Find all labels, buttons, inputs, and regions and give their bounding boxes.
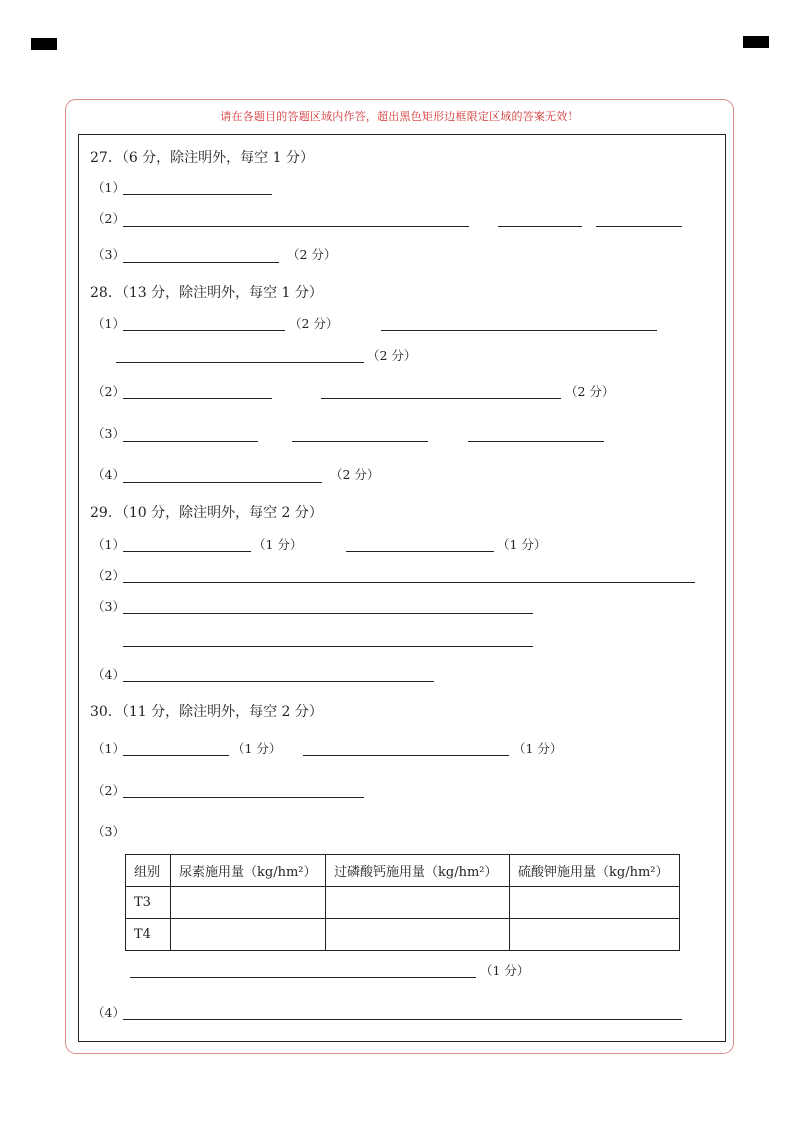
q30-blank-4[interactable]	[123, 1019, 682, 1020]
q27-label-3: （3）	[92, 247, 125, 262]
q28-blank-2b[interactable]	[321, 398, 561, 399]
q28-blank-1a[interactable]	[123, 330, 285, 331]
registration-mark-left	[31, 38, 57, 50]
q29-points-1b: （1 分）	[497, 537, 547, 552]
q30-points-1b: （1 分）	[513, 741, 563, 756]
table-row	[126, 887, 680, 919]
q28-blank-1b[interactable]	[381, 330, 657, 331]
q29-title: 29．（10 分，除注明外，每空 2 分）	[90, 505, 323, 521]
q28-blank-4[interactable]	[123, 482, 322, 483]
table-header-cell: 硫酸钾施用量（kg/hm²）	[510, 855, 680, 887]
q28-title: 28．（13 分，除注明外，每空 1 分）	[90, 285, 323, 301]
q27-blank-2c[interactable]	[596, 226, 682, 227]
q29-blank-3b[interactable]	[123, 646, 533, 647]
q27-title: 27．（6 分，除注明外，每空 1 分）	[90, 150, 314, 166]
table-cell-input[interactable]	[171, 919, 326, 951]
q28-label-3: （3）	[92, 426, 125, 441]
q28-points-1a: （2 分）	[289, 316, 339, 331]
table-cell-input[interactable]	[171, 887, 326, 919]
q29-label-1: （1）	[92, 537, 125, 552]
q28-label-4: （4）	[92, 467, 125, 482]
q28-label-1: （1）	[92, 316, 125, 331]
q30-points-3: （1 分）	[480, 963, 530, 978]
q29-label-3: （3）	[92, 599, 125, 614]
q28-label-2: （2）	[92, 384, 125, 399]
q27-points-3: （2 分）	[287, 247, 337, 262]
q30-blank-3[interactable]	[130, 977, 476, 978]
q30-label-2: （2）	[92, 783, 125, 798]
q30-points-1a: （1 分）	[232, 741, 282, 756]
q28-blank-3c[interactable]	[468, 441, 604, 442]
table-cell-input[interactable]	[510, 887, 680, 919]
registration-mark-right	[743, 36, 769, 48]
q28-blank-3a[interactable]	[123, 441, 258, 442]
q30-label-3: （3）	[92, 824, 125, 839]
warning-text: 请在各题目的答题区域内作答，超出黑色矩形边框限定区域的答案无效！	[220, 110, 579, 123]
q30-blank-2[interactable]	[123, 797, 364, 798]
q30-blank-1a[interactable]	[123, 755, 229, 756]
q28-blank-2a[interactable]	[123, 398, 272, 399]
q29-blank-1b[interactable]	[346, 551, 494, 552]
q28-points-4: （2 分）	[330, 467, 380, 482]
table-cell-group: T4	[126, 919, 171, 951]
q29-blank-4[interactable]	[123, 681, 434, 682]
table-header-cell: 组别	[126, 855, 171, 887]
q29-blank-1a[interactable]	[123, 551, 251, 552]
q27-label-1: （1）	[92, 180, 125, 195]
q29-points-1a: （1 分）	[253, 537, 303, 552]
q29-label-2: （2）	[92, 568, 125, 583]
q29-blank-3a[interactable]	[123, 613, 533, 614]
fertilizer-table	[125, 854, 680, 951]
q30-blank-1b[interactable]	[303, 755, 509, 756]
q28-blank-1c[interactable]	[116, 362, 364, 363]
q27-label-2: （2）	[92, 211, 125, 226]
q29-blank-2[interactable]	[123, 582, 695, 583]
table-cell-input[interactable]	[326, 919, 510, 951]
q27-blank-2b[interactable]	[498, 226, 582, 227]
q27-blank-2a[interactable]	[123, 226, 469, 227]
table-header-row	[126, 855, 680, 887]
q28-blank-3b[interactable]	[292, 441, 428, 442]
table-cell-group: T3	[126, 887, 171, 919]
q27-blank-3[interactable]	[123, 262, 279, 263]
q30-label-4: （4）	[92, 1005, 125, 1020]
q28-points-2: （2 分）	[565, 384, 615, 399]
q30-label-1: （1）	[92, 741, 125, 756]
q27-blank-1[interactable]	[123, 194, 272, 195]
table-row	[126, 919, 680, 951]
table-cell-input[interactable]	[326, 887, 510, 919]
q30-title: 30．（11 分，除注明外，每空 2 分）	[90, 704, 323, 720]
table-header-cell: 尿素施用量（kg/hm²）	[171, 855, 326, 887]
q29-label-4: （4）	[92, 667, 125, 682]
q28-points-1b: （2 分）	[367, 348, 417, 363]
table-header-cell: 过磷酸钙施用量（kg/hm²）	[326, 855, 510, 887]
table-cell-input[interactable]	[510, 919, 680, 951]
